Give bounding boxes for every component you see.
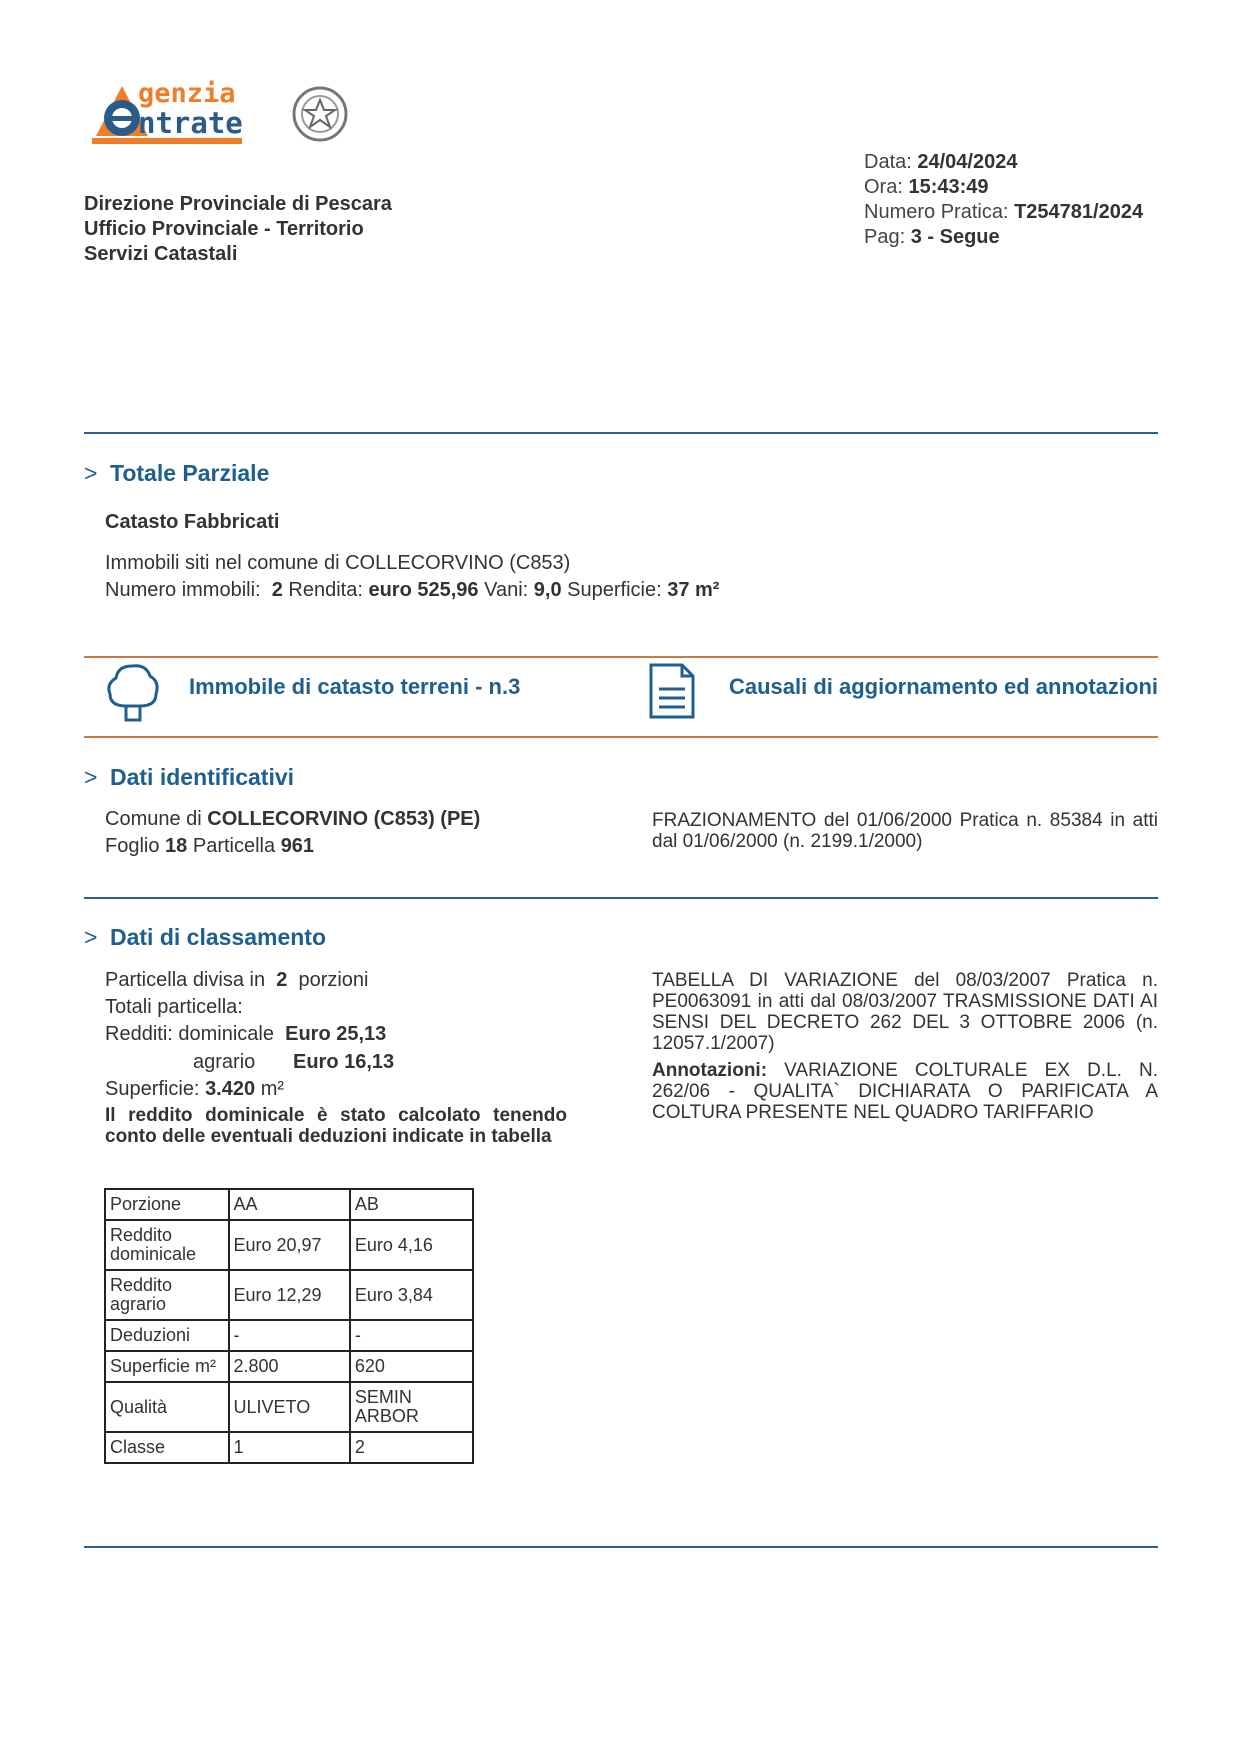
table-row: Qualità ULIVETO SEMIN ARBOR <box>105 1382 473 1432</box>
section-dati-classamento: > Dati di classamento <box>84 924 327 950</box>
banner-top-rule <box>84 656 1158 658</box>
foglio-particella-line: Foglio 18 Particella 961 <box>105 835 315 857</box>
meta-ora: Ora: 15:43:49 <box>864 176 989 198</box>
tree-icon <box>104 662 162 727</box>
banner-left-title: Immobile di catasto terreni - n.3 <box>189 674 521 699</box>
section-totale-parziale: > Totale Parziale <box>84 460 270 486</box>
agenzia-entrate-logo <box>92 80 354 154</box>
superficie-line: Superficie: 3.420 m² <box>105 1078 285 1100</box>
document-meta <box>864 150 1143 250</box>
chevron-right-icon: > <box>84 460 98 486</box>
divider-1 <box>84 432 1158 434</box>
comune-line: Comune di COLLECORVINO (C853) (PE) <box>105 808 481 830</box>
office-line-1: Direzione Provinciale di Pescara <box>84 193 392 215</box>
logo-text-line2: ntrate <box>138 106 243 140</box>
reddito-note: Il reddito dominicale è stato calcolato tenendo conto delle eventuali deduzioni indicate in tabella <box>105 1105 567 1147</box>
document-icon <box>648 662 696 725</box>
agrario-value: Euro 16,13 <box>293 1051 395 1073</box>
particella-divisa-line: Particella divisa in 2 porzioni <box>105 969 369 991</box>
catasto-fabbricati-label: Catasto Fabbricati <box>105 511 280 533</box>
immobili-summary-line: Numero immobili: 2 Rendita: euro 525,96 Vani: 9,0 Superficie: 37 m² <box>105 579 720 601</box>
chevron-right-icon: > <box>84 924 98 950</box>
meta-pratica: Numero Pratica: T254781/2024 <box>864 201 1144 223</box>
causale-tabella-variazione: TABELLA DI VARIAZIONE del 08/03/2007 Pratica n. PE0063091 in atti dal 08/03/2007 TRASMISSIONE DATI AI SENSI DEL DECRETO 262 DEL 3 OTTOBRE 2006 (n. 12057.1/2007) <box>652 970 1158 1054</box>
divider-3 <box>84 1546 1158 1548</box>
banner-right-title: Causali di aggiornamento ed annotazioni <box>728 674 1158 699</box>
totali-particella-label: Totali particella: <box>105 996 243 1018</box>
table-row: Deduzioni - - <box>105 1320 473 1351</box>
section-dati-identificativi: > Dati identificativi <box>84 764 295 790</box>
meta-pag: Pag: 3 - Segue <box>864 226 1000 248</box>
banner-bottom-rule <box>84 736 1158 738</box>
divider-2 <box>84 897 1158 899</box>
annotazioni: Annotazioni: VARIAZIONE COLTURALE EX D.L. N. 262/06 - QUALITA` DICHIARATA O PARIFICATA A COLTURA PRESENTE NEL QUADRO TARIFFARIO <box>652 1060 1159 1123</box>
porzioni-table <box>104 1188 474 1464</box>
table-row: Reddito agrario Euro 12,29 Euro 3,84 <box>105 1270 473 1320</box>
causale-frazionamento: FRAZIONAMENTO del 01/06/2000 Pratica n. 85384 in atti dal 01/06/2000 (n. 2199.1/2000) <box>652 810 1158 852</box>
table-row: Classe 1 2 <box>105 1432 473 1463</box>
office-info <box>84 192 392 267</box>
office-line-3: Servizi Catastali <box>84 243 238 265</box>
logo-text-line1: genzia <box>138 78 236 109</box>
redditi-agrario-line: agrario <box>193 1051 256 1073</box>
meta-data: Data: 24/04/2024 <box>864 151 1018 173</box>
chevron-right-icon: > <box>84 764 98 790</box>
table-row: Porzione AA AB <box>105 1189 473 1220</box>
redditi-dominicale-line: Redditi: dominicale Euro 25,13 <box>105 1023 387 1045</box>
office-line-2: Ufficio Provinciale - Territorio <box>84 218 364 240</box>
table-row: Reddito dominicale Euro 20,97 Euro 4,16 <box>105 1220 473 1270</box>
immobili-comune-line: Immobili siti nel comune di COLLECORVINO (C853) <box>105 552 571 574</box>
table-row: Superficie m² 2.800 620 <box>105 1351 473 1382</box>
